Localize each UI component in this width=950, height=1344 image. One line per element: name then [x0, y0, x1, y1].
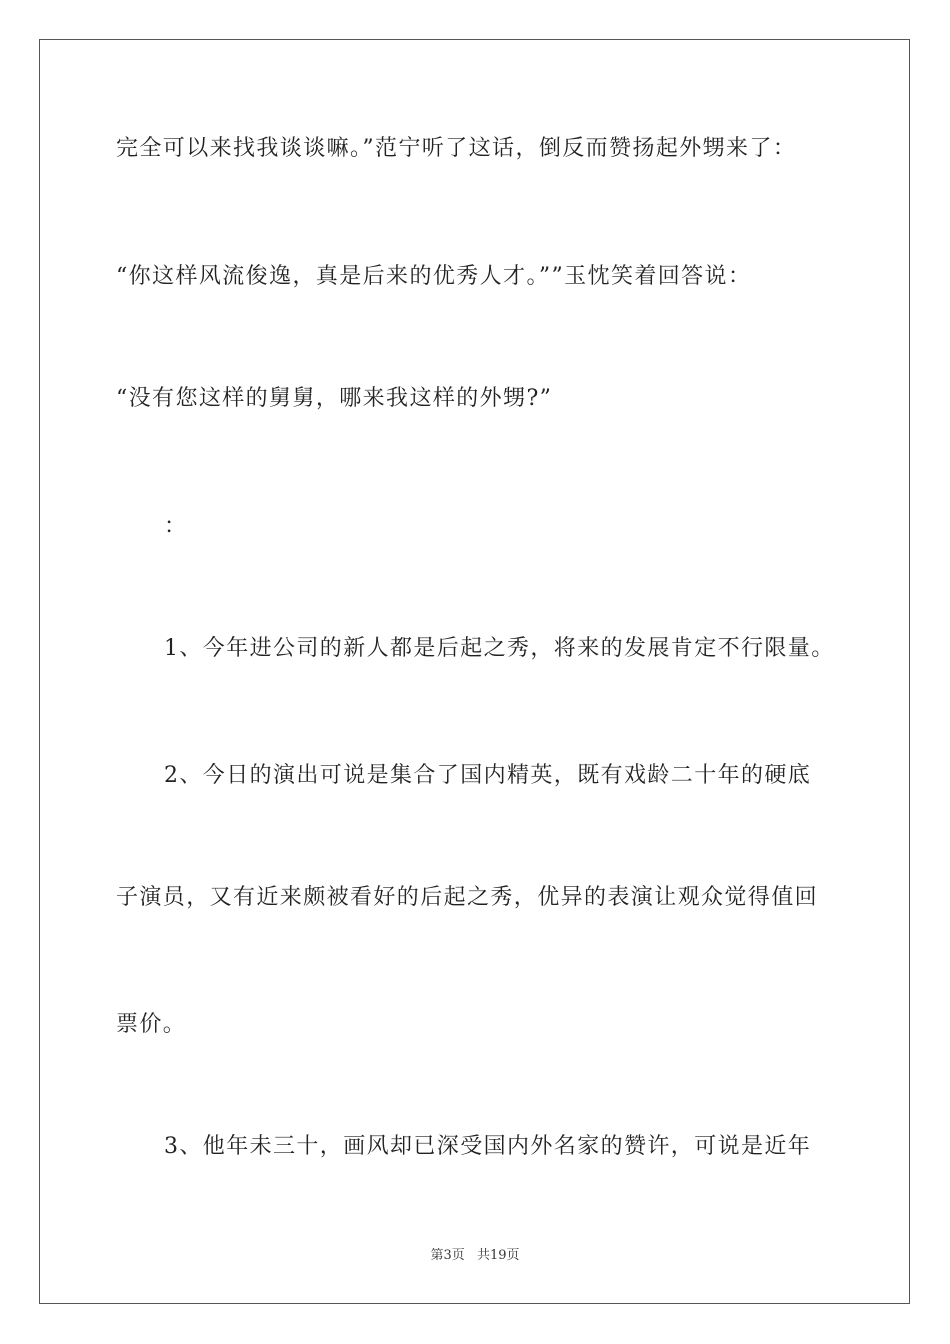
example-sentence-1: 1、今年进公司的新人都是后起之秀，将来的发展肯定不行限量。	[164, 636, 835, 661]
page-number: 第3页	[430, 1248, 465, 1263]
example-sentence-3: 3、他年未三十，画风却已深受国内外名家的赞许，可说是近年	[164, 1134, 812, 1159]
page-total: 共19页	[476, 1248, 520, 1263]
section-colon: ：	[164, 514, 188, 539]
example-sentence-2: 2、今日的演出可说是集合了国内精英，既有戏龄二十年的硬底	[164, 763, 812, 788]
page-footer	[0, 1247, 950, 1265]
text-line: “你这样风流俊逸，真是后来的优秀人才。””玉忱笑着回答说：	[116, 264, 752, 289]
page-border	[39, 39, 910, 1304]
text-line: 完全可以来找我谈谈嘛。”范宁听了这话，倒反而赞扬起外甥来了：	[116, 136, 797, 161]
text-line: 子演员，又有近来颇被看好的后起之秀，优异的表演让观众觉得值回	[116, 885, 819, 910]
text-line: 票价。	[116, 1012, 187, 1037]
text-line: “没有您这样的舅舅，哪来我这样的外甥?”	[116, 386, 553, 411]
